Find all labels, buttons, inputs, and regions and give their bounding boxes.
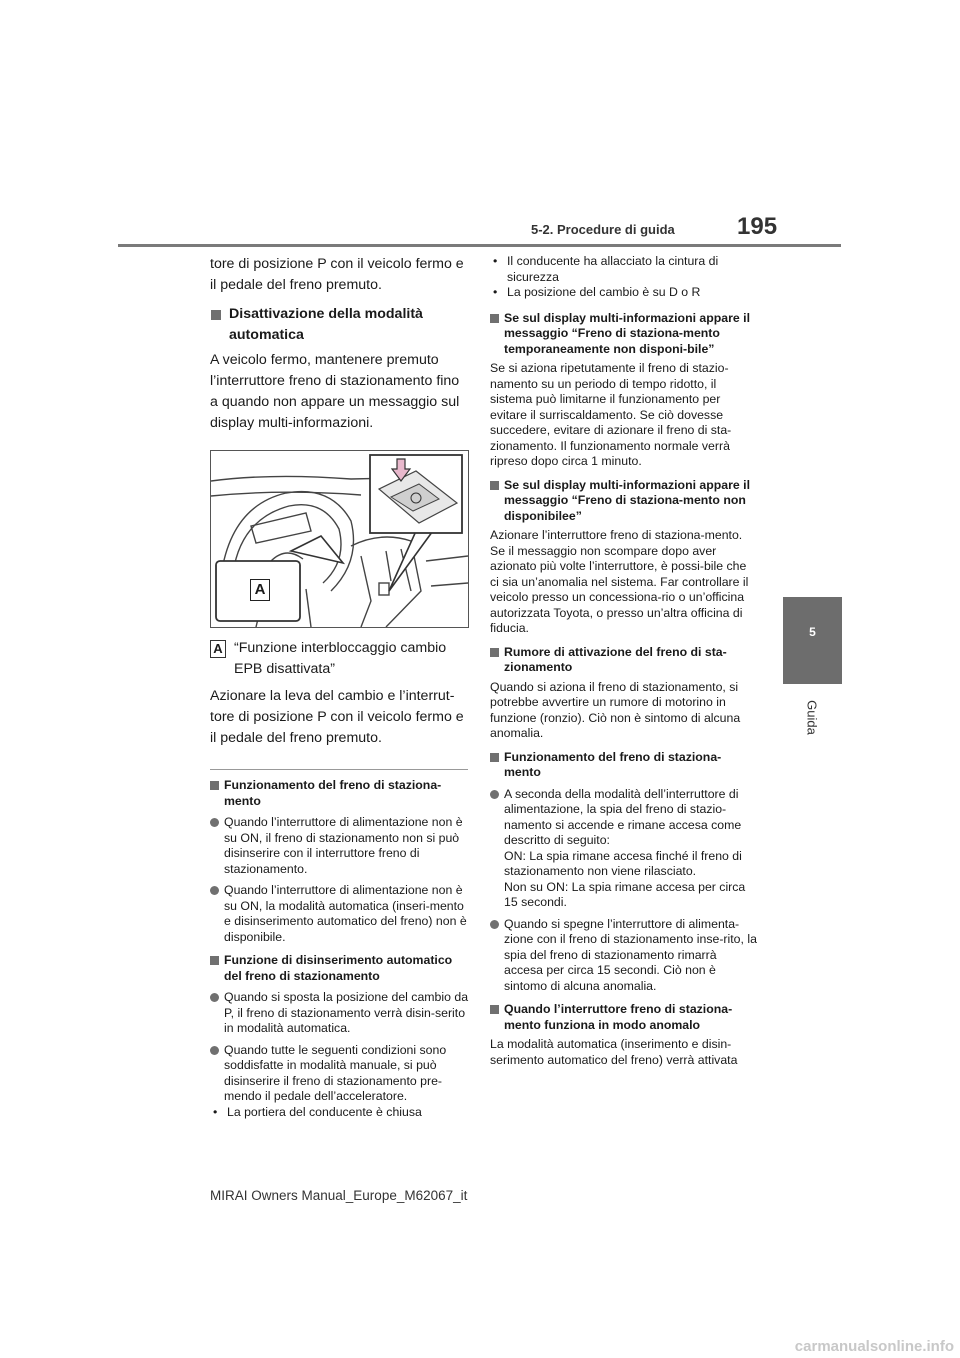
bullet-shift-from-p: Quando si sposta la posizione del cambio da P, il freno di stazionamento verrà disin-serito in modalità automatica. (210, 990, 470, 1037)
condition-shift-d-r: • La posizione del cambio è su D o R (490, 285, 758, 301)
bullet-power-not-on-2: Quando l’interruttore di alimentazione non è su ON, la modalità automatica (inseri-mento e disinserimento automatico del freno) non è disponibile. (210, 883, 470, 945)
paragraph-unavailable: Azionare l’interruttore freno di staziona-mento. Se il messaggio non scompare dopo aver azionato più volte l’interruttore, è possi-bile che ci sia un’anomalia nel sistema. Far controllare il veicolo presso un concessiona-rio o un’officina autorizzata Toyota, o presso un’altra officina di fiducia. (490, 528, 749, 635)
chapter-label: Guida (804, 700, 820, 735)
page-number: 195 (737, 213, 778, 240)
dashboard-illustration (210, 450, 469, 628)
heading-parking-brake-operation-2: Funzionamento del freno di staziona-mento (490, 750, 758, 781)
heading-parking-brake-operation: Funzionamento del freno di staziona-mento (210, 778, 470, 809)
heading-temporarily-unavailable: Se sul display multi-informazioni appare il messaggio “Freno di staziona-mento temporaneamente non disponi-bile” (490, 311, 758, 358)
bullet-manual-mode-conditions: Quando tutte le seguenti condizioni sono soddisfatte in modalità manuale, si può disinserire il freno di stazionamento pre-mendo il pedale dell’acceleratore. (210, 1043, 470, 1105)
chapter-tab (783, 597, 842, 684)
heading-unavailable: Se sul display multi-informazioni appare il messaggio “Freno di staziona-mento non disponibilee” (490, 478, 758, 525)
indicator-mode-on: ON: La spia rimane accesa finché il freno di stazionamento non viene rilasciato. (504, 848, 742, 878)
left-column (210, 254, 470, 1120)
right-column (490, 254, 758, 1068)
paragraph-temporarily-unavailable: Se si aziona ripetutamente il freno di stazio-namento su un periodo di tempo ridotto, il sistema può limitarne il funzionamento per evitare il surriscaldamento. Se ciò dovesse succedere, evitare di azionare il freno di sta-zionamento. Il funzionamento normale verrà ripreso dopo circa 1 minuto. (490, 361, 732, 468)
paragraph-activation-noise: Quando si aziona il freno di stazionamento, si potrebbe avvertire un rumore di motorino in funzione (ronzio). Ciò non è sintomo di alcuna anomalia. (490, 679, 741, 740)
intro-text: tore di posizione P con il veicolo fermo e il pedale del freno premuto. (210, 256, 464, 293)
bullet-power-off-indicator: Quando si spegne l’interruttore di alimenta-zione con il freno di stazionamento inse-rito, la spia del freno di stazionamento rimarrà accesa per circa 15 secondi. Ciò non è sintomo di alcuna anomalia. (490, 917, 758, 995)
indicator-modes-intro: A seconda della modalità dell’interruttore di alimentazione, la spia del freno di stazio-namento si accende e rimane accesa come descritto di seguito: (504, 786, 742, 847)
watermark: carmanualsonline.info (794, 1338, 954, 1355)
section-title: 5-2. Procedure di guida (531, 222, 675, 237)
condition-driver-door: • La portiera del conducente è chiusa (210, 1105, 470, 1121)
condition-seatbelt: • Il conducente ha allacciato la cintura di sicurezza (490, 254, 758, 285)
chapter-number: 5 (809, 625, 816, 639)
paragraph-disable-auto: A veicolo fermo, mantenere premuto l’interruttore freno di stazionamento fino a quando non appare un messaggio sul display multi-informazioni. (210, 352, 460, 431)
heading-auto-release: Funzione di disinserimento automatico del freno di stazionamento (210, 953, 470, 984)
header-rule (118, 244, 841, 247)
heading-activation-noise: Rumore di attivazione del freno di sta-zionamento (490, 645, 758, 676)
callout-a-row (210, 638, 470, 680)
figure-label-a: A (250, 579, 270, 601)
indicator-mode-off: Non su ON: La spia rimane accesa per circa 15 secondi. (504, 879, 746, 909)
bullet-indicator-modes (490, 787, 758, 911)
bullet-power-not-on-1: Quando l’interruttore di alimentazione non è su ON, il freno di stazionamento non si può disinserire con il interruttore freno di stazionamento. (210, 815, 470, 877)
paragraph-operate-lever: Azionare la leva del cambio e l’interrut-tore di posizione P con il veicolo fermo e il pedale del freno premuto. (210, 688, 464, 746)
heading-switch-malfunction: Quando l’interruttore freno di staziona-mento funziona in modo anomalo (490, 1002, 758, 1033)
callout-a-text: “Funzione interbloccaggio cambio EPB disattivata” (234, 640, 447, 677)
paragraph-switch-malfunction: La modalità automatica (inserimento e disin-serimento automatico del freno) verrà attivata (490, 1037, 738, 1067)
callout-a-badge: A (210, 640, 226, 658)
heading-disable-auto: Disattivazione della modalità automatica (210, 304, 470, 346)
section-divider (210, 769, 468, 770)
footer-manual-id: MIRAI Owners Manual_Europe_M62067_it (210, 1188, 468, 1203)
